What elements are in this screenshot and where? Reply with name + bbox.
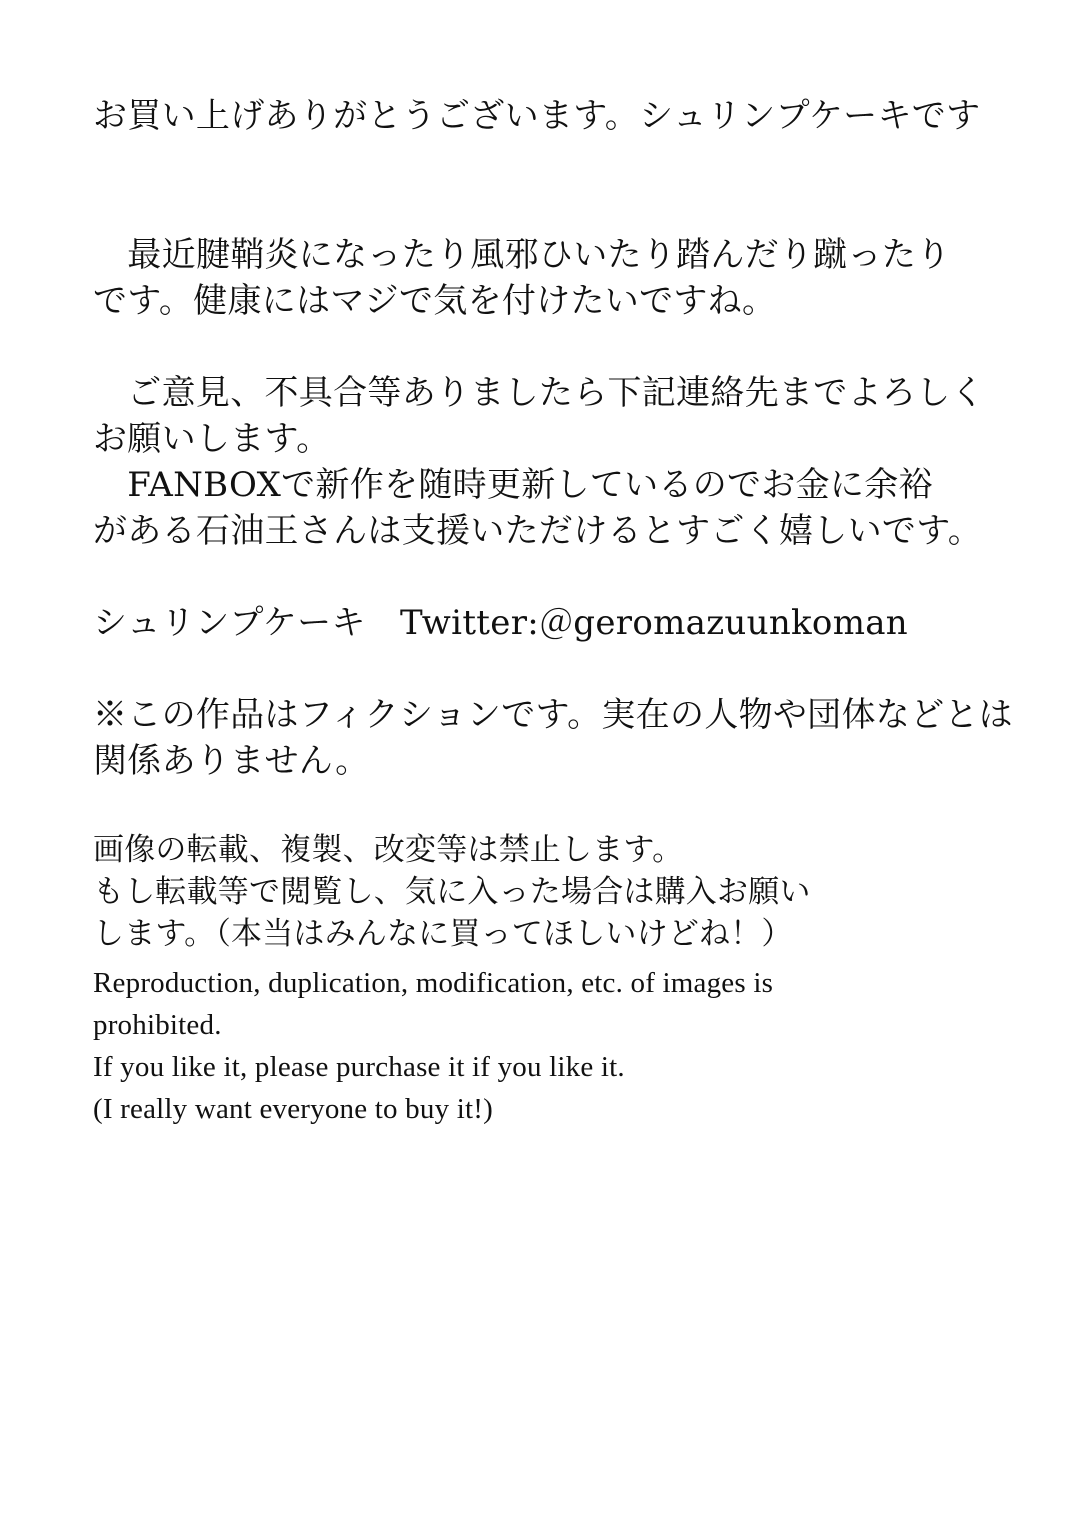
copyright-jp-line-1: 画像の転載、複製、改変等は禁止します。 <box>93 832 684 868</box>
contact-line-4: がある石油王さんは支援いただけるとすごく嬉しいです。 <box>93 511 983 551</box>
contact-line-1: ご意見、不具合等ありましたら下記連絡先までよろしく <box>93 373 985 413</box>
contact-line-2: お願いします。 <box>93 419 331 459</box>
copyright-en-line-4: (I really want everyone to buy it!) <box>93 1093 493 1125</box>
copyright-jp-line-2: もし転載等で閲覧し、気に入った場合は購入お願い <box>93 874 811 910</box>
news-line-2: です。健康にはマジで気を付けたいですね。 <box>93 281 777 321</box>
fiction-notice-line-2: 関係ありません。 <box>93 741 370 781</box>
author-contact-line: シュリンプケーキ Twitter:＠geromazuunkoman <box>93 603 909 643</box>
copyright-jp-line-3: します。（本当はみんなに買ってほしいけどね！） <box>93 916 793 952</box>
copyright-en-line-1: Reproduction, duplication, modification, etc. of images is <box>93 967 774 999</box>
contact-line-3: FANBOXで新作を随時更新しているのでお金に余裕 <box>93 465 933 505</box>
copyright-en-line-2: prohibited. <box>93 1009 222 1041</box>
thanks-line: お買い上げありがとうございます。シュリンプケーキです <box>93 96 981 136</box>
news-line-1: 最近腱鞘炎になったり風邪ひいたり踏んだり蹴ったり <box>93 235 951 275</box>
fiction-notice-line-1: ※この作品はフィクションです。実在の人物や団体などとは <box>93 695 1013 735</box>
copyright-en-line-3: If you like it, please purchase it if you like it. <box>93 1051 625 1083</box>
